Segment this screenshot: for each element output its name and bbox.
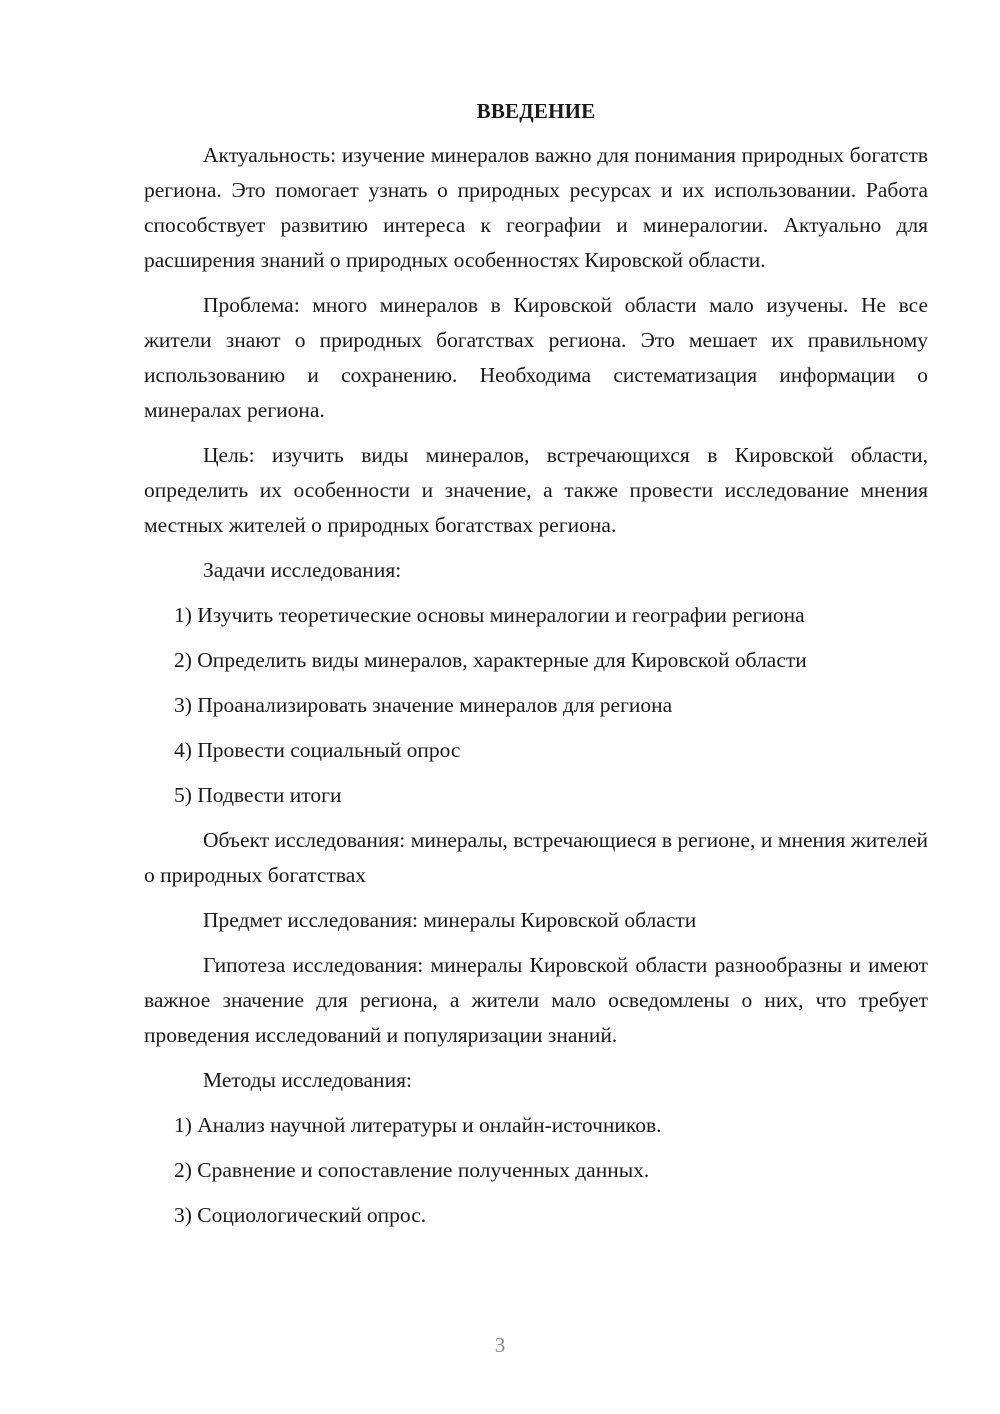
methods-list	[144, 1108, 928, 1233]
method-item: 2) Сравнение и сопоставление полученных данных.	[174, 1158, 650, 1182]
paragraph-goal: Цель: изучить виды минералов, встречающихся в Кировской области, определить их особенности и значение, а также провести исследование мнения местных жителей о природных богатствах региона.	[144, 443, 928, 537]
method-item: 1) Анализ научной литературы и онлайн-источников.	[174, 1113, 662, 1137]
task-item: 1) Изучить теоретические основы минералогии и географии региона	[174, 603, 805, 627]
paragraph-subject: Предмет исследования: минералы Кировской области	[203, 908, 697, 932]
tasks-list	[144, 598, 928, 813]
methods-heading: Методы исследования:	[203, 1068, 412, 1092]
page-number: 3	[494, 1333, 506, 1357]
task-item: 4) Провести социальный опрос	[174, 738, 461, 762]
document-page	[144, 96, 928, 1243]
task-item: 2) Определить виды минералов, характерные для Кировской области	[174, 648, 807, 672]
paragraph-hypothesis: Гипотеза исследования: минералы Кировской области разнообразны и имеют важное значение для региона, а жители мало осведомлены о них, что требует проведения исследований и популяризации знаний.	[144, 953, 928, 1047]
paragraph-relevance: Актуальность: изучение минералов важно для понимания природных богатств региона. Это помогает узнать о природных ресурсах и их использовании. Работа способствует развитию интереса к географии и минералогии. Актуально для расширения знаний о природных особенностях Кировской области.	[144, 143, 928, 272]
paragraph-object: Объект исследования: минералы, встречающиеся в регионе, и мнения жителей о природных богатствах	[144, 828, 928, 887]
task-item: 5) Подвести итоги	[174, 783, 342, 807]
tasks-heading: Задачи исследования:	[203, 558, 402, 582]
paragraph-problem: Проблема: много минералов в Кировской области мало изучены. Не все жители знают о природных богатствах региона. Это мешает их правильному использованию и сохранению. Необходима систематизация информации о минералах региона.	[144, 293, 928, 422]
section-title: ВВЕДЕНИЕ	[476, 99, 596, 123]
task-item: 3) Проанализировать значение минералов для региона	[174, 693, 673, 717]
method-item: 3) Социологический опрос.	[174, 1203, 427, 1227]
